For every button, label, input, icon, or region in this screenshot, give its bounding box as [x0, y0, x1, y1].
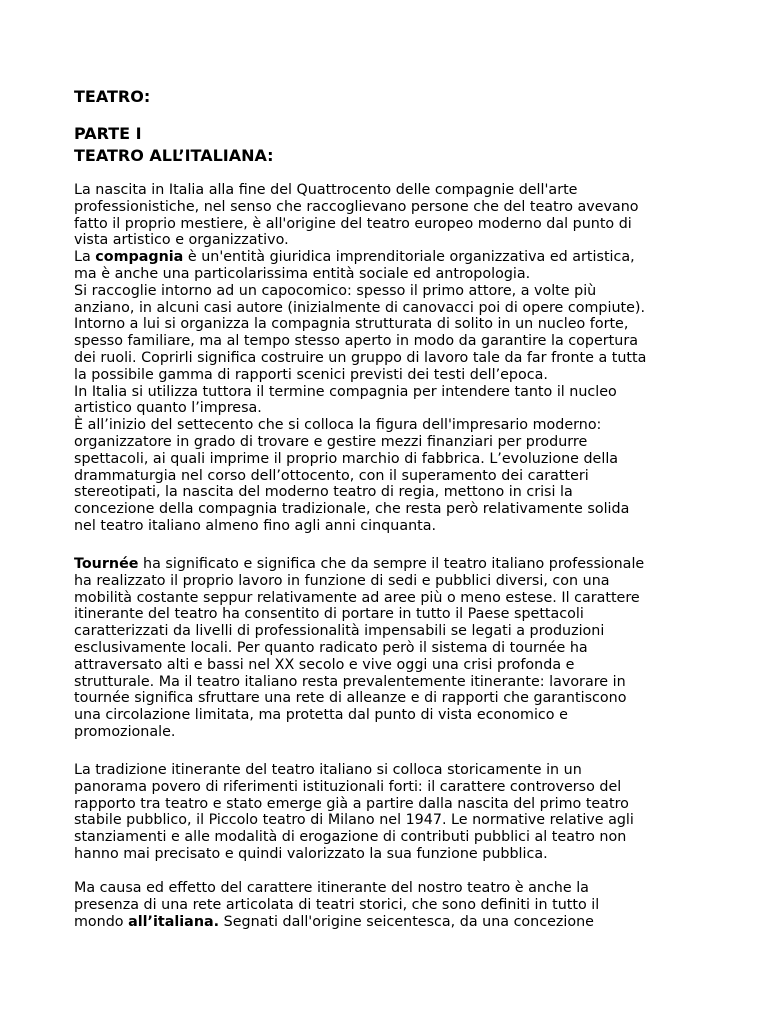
text-line: stereotipati, la nascita del moderno teatro di regia, mettono in crisi la — [74, 484, 573, 501]
text-line: drammaturgia nel corso dell’ottocento, con il superamento dei caratteri — [74, 467, 589, 484]
text-line: rapporto tra teatro e stato emerge già a partire dalla nascita del primo teatro — [74, 795, 629, 812]
text-line: la possibile gamma di rapporti scenici previsti dei testi dell’epoca. — [74, 366, 548, 383]
paragraph-tournee — [74, 556, 714, 741]
text-line: Intorno a lui si organizza la compagnia strutturata di solito in un nucleo forte, — [74, 316, 629, 333]
section-heading: TEATRO ALL’ITALIANA: — [74, 146, 274, 165]
text-line: dei ruoli. Coprirli significa costruire un gruppo di lavoro tale da far fronte a tutta — [74, 349, 647, 366]
paragraph-compagnia — [74, 182, 714, 535]
text-line: concezione della compagnia tradizionale, che resta però relativamente solida — [74, 501, 630, 518]
text-line: mobilità costante seppur relativamente ad aree più o meno estese. Il carattere — [74, 589, 640, 606]
bold-term-tournee: Tournée — [74, 556, 139, 572]
text-line: professionistiche, nel senso che raccoglievano persone che del teatro avevano — [74, 198, 639, 215]
part-heading: PARTE I — [74, 124, 142, 143]
bold-term-all-italiana: all’italiana. — [128, 913, 220, 930]
text-line: organizzatore in grado di trovare e gestire mezzi finanziari per produrre — [74, 433, 588, 450]
text-line: fatto il proprio mestiere, è all'origine del teatro europeo moderno dal punto di — [74, 215, 632, 232]
text-line: mondo all’italiana. Segnati dall'origine seicentesca, da una concezione — [74, 913, 594, 930]
text-line: anziano, in alcuni casi autore (inizialmente di canovacci poi di opere compiute). — [74, 299, 646, 316]
text-line: panorama povero di riferimenti istituzionali forti: il carattere controverso del — [74, 778, 622, 795]
text-line: tournée significa sfruttare una rete di alleanze e di rapporti che garantiscono — [74, 690, 627, 707]
text-line: nel teatro italiano almeno fino agli anni cinquanta. — [74, 517, 437, 534]
paragraph-tradizione — [74, 762, 714, 863]
text-line: itinerante del teatro ha consentito di portare in tutto il Paese spettacoli — [74, 606, 584, 623]
text-line: stanziamenti e alle modalità di erogazione di contributi pubblici al teatro non — [74, 829, 627, 846]
paragraph-teatri-storici — [74, 880, 714, 930]
text-line: esclusivamente locali. Per quanto radicato però il sistema di tournée ha — [74, 639, 588, 656]
bold-term-compagnia: compagnia — [95, 249, 184, 266]
text-line: presenza di una rete articolata di teatri storici, che sono definiti in tutto il — [74, 896, 600, 913]
text-line: ha realizzato il proprio lavoro in funzione di sedi e pubblici diversi, con una — [74, 572, 610, 589]
text-line: attraversato alti e bassi nel XX secolo e vive oggi una crisi profonda e — [74, 656, 575, 673]
text-line: caratterizzati da livelli di professionalità impensabili se legati a produzioni — [74, 623, 605, 640]
text-line: spesso familiare, ma al tempo stesso aperto in modo da garantire la copertura — [74, 333, 638, 350]
text-line: hanno mai precisato e quindi valorizzato la sua funzione pubblica. — [74, 845, 548, 862]
text-line: artistico quanto l’impresa. — [74, 400, 262, 417]
text-line: La nascita in Italia alla fine del Quattrocento delle compagnie dell'arte — [74, 182, 578, 198]
text-line: La tradizione itinerante del teatro italiano si colloca storicamente in un — [74, 762, 582, 778]
text-line: spettacoli, ai quali imprime il proprio marchio di fabbrica. L’evoluzione della — [74, 450, 619, 467]
text-line: vista artistico e organizzativo. — [74, 232, 289, 249]
document-title: TEATRO: — [74, 87, 151, 106]
text-line: In Italia si utilizza tuttora il termine compagnia per intendere tanto il nucleo — [74, 383, 617, 400]
text-line: La compagnia è un'entità giuridica imprenditoriale organizzativa ed artistica, — [74, 249, 635, 266]
text-line: promozionale. — [74, 723, 176, 740]
text-line: Ma causa ed effetto del carattere itinerante del nostro teatro è anche la — [74, 880, 589, 896]
text-line: stabile pubblico, il Piccolo teatro di Milano nel 1947. Le normative relative agli — [74, 812, 634, 829]
text-line: Si raccoglie intorno ad un capocomico: spesso il primo attore, a volte più — [74, 282, 597, 299]
text-line: una circolazione limitata, ma protetta dal punto di vista economico e — [74, 707, 568, 724]
text-line: È all’inizio del settecento che si colloca la figura dell'impresario moderno: — [74, 417, 602, 434]
text-line: strutturale. Ma il teatro italiano resta prevalentemente itinerante: lavorare in — [74, 673, 626, 690]
text-line: Tournée ha significato e significa che da sempre il teatro italiano professionale — [74, 556, 645, 572]
text-line: ma è anche una particolarissima entità sociale ed antropologia. — [74, 265, 531, 282]
